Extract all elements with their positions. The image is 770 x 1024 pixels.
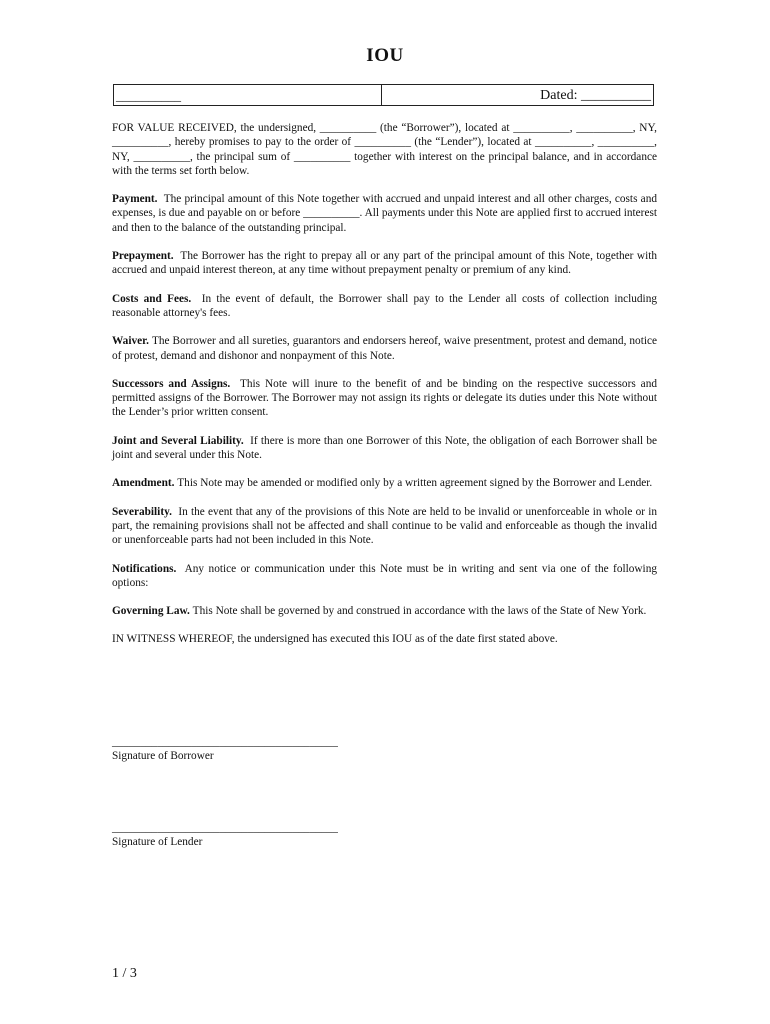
section-prepayment bbox=[112, 249, 657, 278]
section-text: This Note will inure to the benefit of and be binding on the respective successors and permitted assigns of the Borrower. The Borrower may not assign its rights or delegate its duties under this Note without the Lender’s prior written consent. bbox=[112, 377, 657, 419]
section-heading: Waiver. bbox=[112, 335, 149, 348]
section-heading: Severability. bbox=[112, 505, 172, 518]
section-heading: Governing Law. bbox=[112, 605, 190, 618]
header-table bbox=[113, 84, 654, 106]
lender-signature-block bbox=[112, 822, 412, 848]
section-successors-and-assigns bbox=[112, 377, 657, 420]
section-text: The Borrower and all sureties, guarantors and endorsers hereof, waive presentment, protest and demand, notice of protest, demand and dishonor and nonpayment of this Note. bbox=[112, 335, 657, 362]
section-severability bbox=[112, 505, 657, 548]
section-heading: Successors and Assigns. bbox=[112, 377, 231, 390]
section-costs-and-fees bbox=[112, 292, 657, 321]
section-joint-and-several-liability bbox=[112, 434, 657, 463]
lender-signature-label: Signature of Lender bbox=[112, 836, 203, 848]
intro-paragraph: FOR VALUE RECEIVED, the undersigned, __________ (the “Borrower”), located at __________, __________, NY, __________, hereby promises to pay to the order of __________ (the “Lender”), located at __________, __________, NY, __________, the principal sum of __________ together with interest on the principal balance, and in accordance with the terms set forth below. bbox=[112, 122, 657, 177]
borrower-signature-block bbox=[112, 736, 412, 762]
header-left-cell bbox=[114, 85, 382, 105]
document-body bbox=[112, 121, 657, 661]
witness-paragraph: IN WITNESS WHEREOF, the undersigned has executed this IOU as of the date first stated above. bbox=[112, 633, 558, 646]
section-heading: Amendment. bbox=[112, 477, 175, 490]
section-heading: Notifications. bbox=[112, 562, 177, 575]
section-notifications bbox=[112, 562, 657, 591]
header-left-blank: __________ bbox=[116, 88, 181, 103]
lender-signature-line: ________________________________________ bbox=[112, 822, 338, 834]
header-right-cell bbox=[382, 85, 653, 105]
section-heading: Joint and Several Liability. bbox=[112, 434, 244, 447]
section-text: If there is more than one Borrower of this Note, the obligation of each Borrower shall be joint and several under this Note. bbox=[112, 434, 658, 462]
section-governing-law bbox=[112, 604, 657, 618]
section-text: This Note shall be governed by and construed in accordance with the laws of the State of New York. bbox=[192, 605, 647, 618]
section-waiver bbox=[112, 334, 657, 363]
section-text: The principal amount of this Note together with accrued and unpaid interest and all other charges, costs and expenses, is due and payable on or before __________. All payments under this Note are applied first to accrued interest and then to the balance of the outstanding principal. bbox=[112, 193, 657, 234]
section-amendment bbox=[112, 476, 657, 490]
section-text: The Borrower has the right to prepay all or any part of the principal amount of this Note, together with accrued and unpaid interest thereon, at any time without prepayment penalty or premium of any kind. bbox=[112, 250, 657, 277]
section-payment bbox=[112, 192, 657, 235]
document-title: IOU bbox=[366, 45, 404, 66]
section-text: This Note may be amended or modified only by a written agreement signed by the Borrower and Lender. bbox=[177, 477, 653, 490]
borrower-signature-label: Signature of Borrower bbox=[112, 750, 214, 762]
section-text: Any notice or communication under this Note must be in writing and sent via one of the following options: bbox=[112, 562, 657, 589]
section-heading: Costs and Fees. bbox=[112, 292, 192, 305]
section-text: In the event that any of the provisions of this Note are held to be invalid or unenforceable in whole or in part, the remaining provisions shall not be affected and shall continue to be valid and enforceable as though the invalid or unenforceable parts had not been included in this Note. bbox=[112, 505, 657, 547]
section-heading: Prepayment. bbox=[112, 250, 174, 263]
section-heading: Payment. bbox=[112, 193, 158, 206]
borrower-signature-line: ________________________________________ bbox=[112, 736, 338, 748]
dated-field: Dated: __________ bbox=[540, 88, 651, 103]
page-number: 1 / 3 bbox=[112, 966, 137, 981]
section-text: In the event of default, the Borrower shall pay to the Lender all costs of collection including reasonable attorney's fees. bbox=[112, 292, 657, 319]
